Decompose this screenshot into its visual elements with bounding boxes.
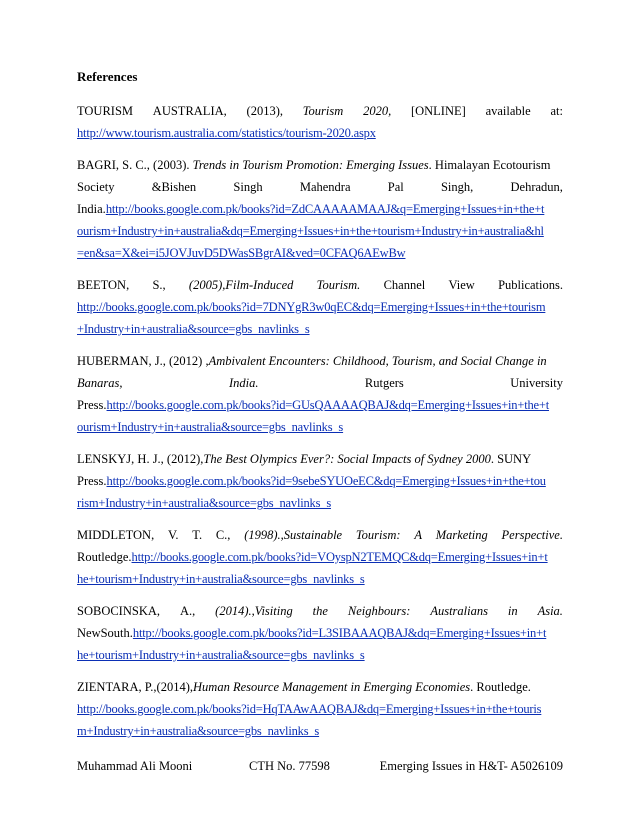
ref-word: A., (179, 604, 196, 618)
ref-line (77, 698, 563, 720)
reference-zientara (77, 676, 563, 742)
ref-word: Singh, (440, 180, 474, 194)
ref-link[interactable]: he+tourism+Industry+in+australia&source=gbs_navlinks_s (77, 648, 365, 662)
ref-publisher: NewSouth. (77, 626, 133, 640)
ref-line (77, 600, 563, 622)
ref-line (77, 242, 563, 264)
ref-line (77, 176, 563, 198)
ref-link[interactable]: http://www.tourism.australia.com/statistics/tourism-2020.aspx (77, 126, 376, 140)
ref-title-word: Neighbours: (347, 604, 411, 618)
ref-link[interactable]: =en&sa=X&ei=i5JOVJuvD5DWasSBgrAI&ved=0CFAQ6AEwBw (77, 246, 406, 260)
ref-line (77, 568, 563, 590)
ref-title-word: Marketing (435, 528, 488, 542)
ref-author: BAGRI, S. C., (2003). (77, 158, 193, 172)
ref-title-word: (2005),Film-Induced (188, 278, 294, 292)
footer-cth-number: CTH No. 77598 (249, 759, 330, 773)
reference-lenskyj (77, 448, 563, 514)
ref-link[interactable]: m+Industry+in+australia&source=gbs_navlinks_s (77, 724, 320, 738)
ref-author: ZIENTARA, P.,(2014), (77, 680, 194, 694)
ref-publisher: Press. (77, 474, 107, 488)
ref-word: available (485, 104, 531, 118)
footer-course: Emerging Issues in H&T- A5026109 (379, 759, 563, 773)
ref-word: TOURISM (77, 104, 134, 118)
reference-beeton (77, 274, 563, 340)
ref-word: Singh (233, 180, 263, 194)
ref-publisher: . Himalayan Ecotourism (428, 158, 551, 172)
ref-author: HUBERMAN, J., (2012) , (77, 354, 209, 368)
ref-publisher: . Routledge. (470, 680, 531, 694)
ref-word: &Bishen (151, 180, 197, 194)
reference-middleton (77, 524, 563, 590)
references-list (77, 100, 563, 742)
ref-line (77, 524, 563, 546)
ref-publisher: Routledge. (77, 550, 132, 564)
ref-author: LENSKYJ, H. J., (2012), (77, 452, 204, 466)
ref-line (77, 394, 563, 416)
ref-publisher: . SUNY (490, 452, 532, 466)
ref-word: S., (152, 278, 166, 292)
ref-link[interactable]: http://books.google.com.pk/books?id=GUsQAAAAQBAJ&dq=Emerging+Issues+in+the+t (106, 398, 550, 412)
ref-line (77, 100, 563, 122)
ref-line (77, 274, 563, 296)
ref-word: at: (550, 104, 563, 118)
ref-publisher: Press. (77, 398, 107, 412)
ref-word: V. (167, 528, 179, 542)
ref-link[interactable]: http://books.google.com.pk/books?id=ZdCAAAAAMAAJ&q=Emerging+Issues+in+the+t (105, 202, 545, 216)
ref-word: Channel (383, 278, 426, 292)
ref-word: [ONLINE] (410, 104, 466, 118)
ref-word: T. (192, 528, 203, 542)
ref-line (77, 350, 563, 372)
ref-title-word: A (414, 528, 422, 542)
ref-line (77, 622, 563, 644)
ref-word: Society (77, 180, 115, 194)
ref-title-word: (2014).,Visiting (215, 604, 293, 618)
ref-word: Pal (387, 180, 404, 194)
ref-link[interactable]: http://books.google.com.pk/books?id=L3SIBAAAQBAJ&dq=Emerging+Issues+in+t (132, 626, 547, 640)
ref-line (77, 372, 563, 394)
ref-line (77, 220, 563, 242)
ref-line (77, 470, 563, 492)
ref-title-word: Tourism: (355, 528, 401, 542)
ref-word: AUSTRALIA, (152, 104, 227, 118)
ref-title: Ambivalent Encounters: Childhood, Tourism, and Social Change in (208, 354, 547, 368)
ref-link[interactable]: rism+Industry+in+australia&source=gbs_navlinks_s (77, 496, 331, 510)
reference-sobocinska (77, 600, 563, 666)
ref-word: View (448, 278, 475, 292)
reference-tourism-australia (77, 100, 563, 144)
ref-word: MIDDLETON, (77, 528, 155, 542)
ref-link[interactable]: http://books.google.com.pk/books?id=7DNYgR3w0qEC&dq=Emerging+Issues+in+the+tourism (77, 300, 546, 314)
references-heading: References (77, 69, 138, 84)
ref-link[interactable]: http://books.google.com.pk/books?id=VOyspN2TEMQC&dq=Emerging+Issues+in+t (131, 550, 548, 564)
ref-link[interactable]: http://books.google.com.pk/books?id=HqTAAwAAQBAJ&dq=Emerging+Issues+in+the+touris (77, 702, 542, 716)
ref-line (77, 546, 563, 568)
ref-line (77, 318, 563, 340)
ref-title-word: India. (228, 376, 259, 390)
ref-word: BEETON, (77, 278, 130, 292)
ref-link[interactable]: ourism+Industry+in+australia&dq=Emerging+Issues+in+the+tourism+Industry+in+australia&hl (77, 224, 544, 238)
page-footer (77, 758, 563, 774)
ref-title-word: the (312, 604, 328, 618)
ref-word: C., (215, 528, 231, 542)
reference-bagri (77, 154, 563, 264)
ref-word: Rutgers (364, 376, 404, 390)
ref-word: Publications. (498, 278, 563, 292)
ref-word: SOBOCINSKA, (77, 604, 161, 618)
ref-line (77, 198, 563, 220)
ref-title-word: Banaras, (77, 376, 123, 390)
ref-title-word: Tourism. (316, 278, 361, 292)
ref-line (77, 122, 563, 144)
ref-title-word: Australians (430, 604, 488, 618)
reference-huberman (77, 350, 563, 438)
ref-title: The Best Olympics Ever?: Social Impacts of Sydney 2000 (203, 452, 491, 466)
ref-line (77, 448, 563, 470)
ref-link[interactable]: http://books.google.com.pk/books?id=9sebeSYUOeEC&dq=Emerging+Issues+in+the+tou (106, 474, 546, 488)
ref-publisher: India. (77, 202, 106, 216)
ref-title-word: (1998).,Sustainable (244, 528, 343, 542)
ref-line (77, 644, 563, 666)
ref-word: University (510, 376, 563, 390)
ref-title: Trends in Tourism Promotion: Emerging Issues (192, 158, 429, 172)
ref-line (77, 296, 563, 318)
ref-word: Dehradun, (510, 180, 563, 194)
ref-line (77, 676, 563, 698)
ref-title-word: Tourism (302, 104, 344, 118)
ref-title-word: Perspective. (501, 528, 563, 542)
ref-title: Human Resource Management in Emerging Economies (193, 680, 471, 694)
ref-line (77, 416, 563, 438)
footer-author: Muhammad Ali Mooni (77, 759, 193, 773)
ref-line (77, 154, 563, 176)
ref-line (77, 720, 563, 742)
ref-word: Mahendra (299, 180, 351, 194)
ref-title-word: Asia. (537, 604, 563, 618)
ref-link[interactable]: ourism+Industry+in+australia&source=gbs_navlinks_s (77, 420, 344, 434)
ref-word: (2013), (246, 104, 283, 118)
ref-title-word: in (507, 604, 518, 618)
ref-title-word: 2020, (363, 104, 392, 118)
ref-link[interactable]: +Industry+in+australia&source=gbs_navlinks_s (77, 322, 310, 336)
ref-link[interactable]: he+tourism+Industry+in+australia&source=gbs_navlinks_s (77, 572, 365, 586)
ref-line (77, 492, 563, 514)
